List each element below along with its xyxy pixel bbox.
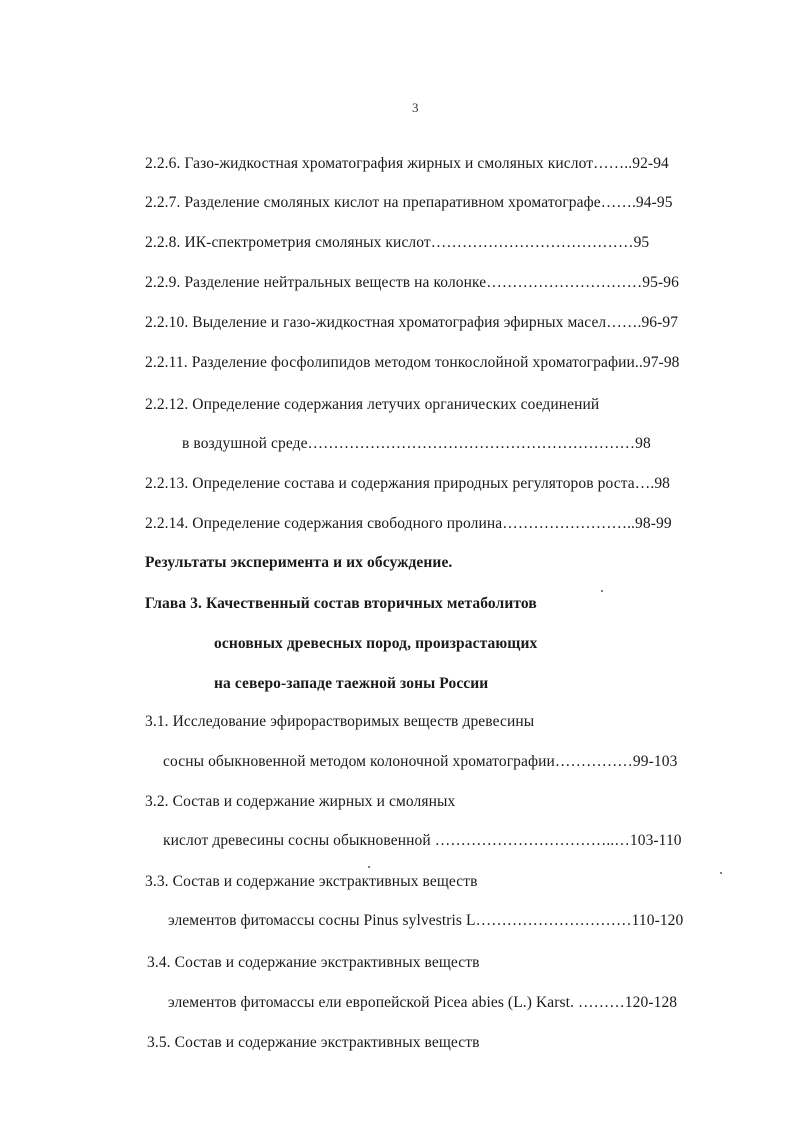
scan-speck — [720, 872, 722, 874]
chapter-3-title: Глава 3. Качественный состав вторичных метаболитов — [145, 595, 537, 612]
page-number: 3 — [412, 100, 419, 115]
toc-entry-2-2-12: 2.2.12. Определение содержания летучих органических соединений — [145, 396, 600, 413]
section-heading-results: Результаты эксперимента и их обсуждение. — [145, 554, 453, 571]
scan-speck — [601, 590, 603, 592]
toc-entry-2-2-14: 2.2.14. Определение содержания свободного пролина……………………..98-99 — [145, 515, 672, 532]
chapter-3-title-line-2: основных древесных пород, произрастающих — [214, 635, 538, 652]
toc-entry-3-1: 3.1. Исследование эфирорастворимых веществ древесины — [145, 713, 535, 730]
toc-entry-3-1-cont: сосны обыкновенной методом колоночной хроматографии……………99-103 — [163, 753, 678, 770]
toc-entry-3-3-cont: элементов фитомассы сосны Pinus sylvestris L…………………………110-120 — [168, 912, 684, 929]
toc-entry-2-2-11: 2.2.11. Разделение фосфолипидов методом тонкослойной хроматографии..97-98 — [145, 354, 680, 371]
toc-entry-2-2-7: 2.2.7. Разделение смоляных кислот на препаративном хроматографе…….94-95 — [145, 194, 673, 211]
toc-entry-2-2-9: 2.2.9. Разделение нейтральных веществ на колонке…………………………95-96 — [145, 274, 679, 291]
scan-speck — [368, 866, 370, 868]
toc-entry-3-3: 3.3. Состав и содержание экстрактивных веществ — [145, 873, 478, 890]
toc-entry-3-4: 3.4. Состав и содержание экстрактивных веществ — [147, 954, 480, 971]
toc-entry-3-2-cont: кислот древесины сосны обыкновенной ……………………………..…103-110 — [163, 832, 682, 849]
toc-entry-3-2: 3.2. Состав и содержание жирных и смоляных — [145, 793, 456, 810]
chapter-3-title-line-3: на северо-западе таежной зоны России — [214, 675, 489, 692]
toc-entry-2-2-8: 2.2.8. ИК-спектрометрия смоляных кислот…………………………………95 — [145, 234, 650, 251]
toc-entry-2-2-6: 2.2.6. Газо-жидкостная хроматография жирных и смоляных кислот……..92-94 — [145, 155, 669, 172]
toc-entry-3-5: 3.5. Состав и содержание экстрактивных веществ — [147, 1034, 480, 1051]
toc-entry-2-2-10: 2.2.10. Выделение и газо-жидкостная хроматография эфирных масел…….96-97 — [145, 314, 679, 331]
toc-entry-2-2-12-cont: в воздушной среде………………………………………………………98 — [182, 435, 651, 452]
toc-entry-3-4-cont: элементов фитомассы ели европейской Picea abies (L.) Karst. ………120-128 — [168, 994, 678, 1011]
toc-entry-2-2-13: 2.2.13. Определение состава и содержания природных регуляторов роста….98 — [145, 475, 671, 492]
